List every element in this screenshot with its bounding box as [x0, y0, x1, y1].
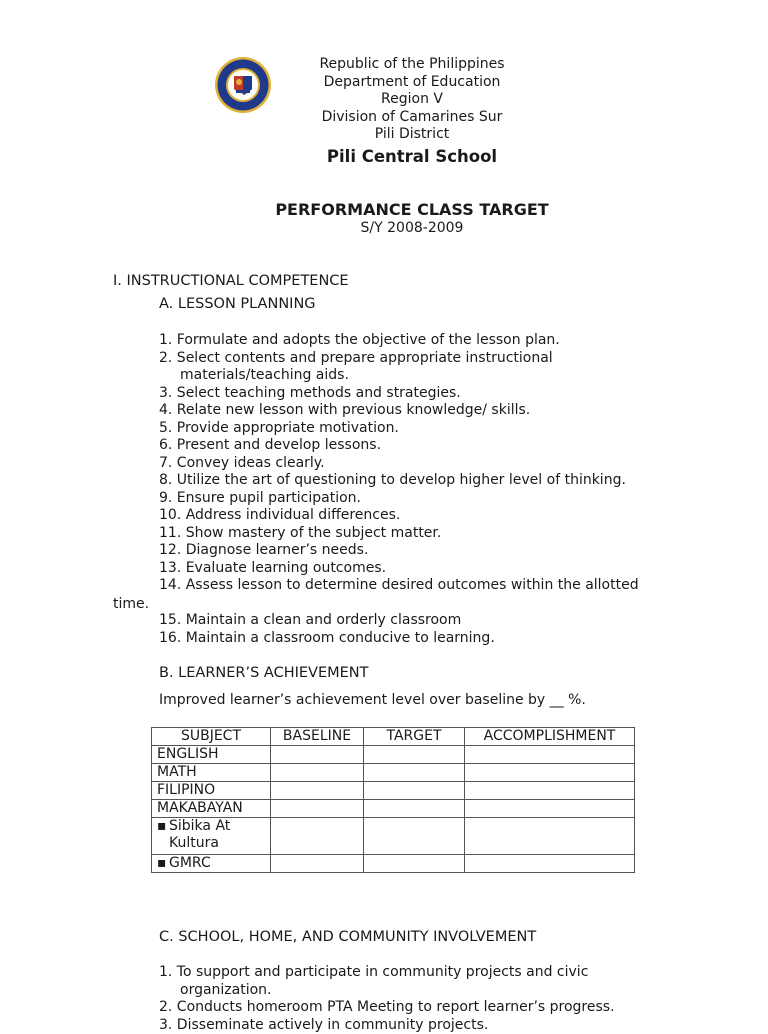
baseline-cell[interactable]: [271, 800, 364, 818]
list-item: 1. Formulate and adopts the objective of the lesson plan.: [159, 332, 639, 350]
document-title-text: PERFORMANCE CLASS TARGET: [275, 200, 548, 219]
header-line: Division of Camarines Sur: [262, 109, 562, 127]
header-line: Pili District: [262, 126, 562, 144]
subject-cell: [152, 818, 271, 855]
list-item: 14. Assess lesson to determine desired outcomes within the allotted: [159, 577, 639, 595]
lesson-planning-list: [159, 332, 639, 647]
accomplishment-cell[interactable]: [465, 800, 635, 818]
baseline-cell[interactable]: [271, 746, 364, 764]
accomplishment-cell[interactable]: [465, 782, 635, 800]
accomplishment-cell[interactable]: [465, 855, 635, 873]
list-item: 3. Disseminate actively in community projects.: [159, 1017, 615, 1034]
target-cell[interactable]: [364, 782, 465, 800]
baseline-cell[interactable]: [271, 764, 364, 782]
section-heading: I. INSTRUCTIONAL COMPETENCE: [113, 273, 349, 289]
school-name: Pili Central School: [262, 147, 562, 167]
target-cell[interactable]: [364, 818, 465, 855]
table-row: [152, 800, 635, 818]
header-line: Department of Education: [262, 74, 562, 92]
subsection-heading: B. LEARNER’S ACHIEVEMENT: [159, 665, 369, 681]
school-year: [0, 220, 768, 236]
bullet-icon: ▪: [157, 818, 169, 835]
target-cell[interactable]: [364, 855, 465, 873]
column-header: TARGET: [364, 728, 465, 746]
subject-cell: ENGLISH: [152, 746, 271, 764]
table-row: [152, 782, 635, 800]
accomplishment-cell[interactable]: [465, 764, 635, 782]
list-item-continuation: time.: [113, 596, 149, 612]
list-item: 4. Relate new lesson with previous knowledge/ skills.: [159, 402, 639, 420]
list-item: 5. Provide appropriate motivation.: [159, 420, 639, 438]
subject-text: Sibika At: [169, 818, 230, 834]
target-cell[interactable]: [364, 746, 465, 764]
list-item: 6. Present and develop lessons.: [159, 437, 639, 455]
table-row: [152, 855, 635, 873]
target-cell[interactable]: [364, 800, 465, 818]
subject-text: Kultura: [157, 835, 219, 851]
subsection-heading: A. LESSON PLANNING: [159, 296, 316, 312]
accomplishment-cell[interactable]: [465, 818, 635, 855]
subsection-heading: C. SCHOOL, HOME, AND COMMUNITY INVOLVEMENT: [159, 929, 536, 945]
list-item: 15. Maintain a clean and orderly classroom: [159, 612, 639, 630]
letterhead: [262, 56, 562, 167]
list-item: 11. Show mastery of the subject matter.: [159, 525, 639, 543]
list-item: 7. Convey ideas clearly.: [159, 455, 639, 473]
table-header-row: [152, 728, 635, 746]
list-item: 9. Ensure pupil participation.: [159, 490, 639, 508]
list-item: 2. Conducts homeroom PTA Meeting to report learner’s progress.: [159, 999, 615, 1017]
list-item: 12. Diagnose learner’s needs.: [159, 542, 639, 560]
list-item: 2. Select contents and prepare appropriate instructional: [159, 350, 639, 368]
document-title: [0, 200, 768, 219]
table-row: [152, 764, 635, 782]
subject-cell: [152, 855, 271, 873]
header-line: Region V: [262, 91, 562, 109]
baseline-cell[interactable]: [271, 782, 364, 800]
table-row: [152, 818, 635, 855]
column-header: ACCOMPLISHMENT: [465, 728, 635, 746]
school-year-text: S/Y 2008-2009: [361, 220, 464, 236]
column-header: SUBJECT: [152, 728, 271, 746]
subject-cell: FILIPINO: [152, 782, 271, 800]
subject-text: GMRC: [169, 855, 211, 871]
list-item: 10. Address individual differences.: [159, 507, 639, 525]
achievement-table: [151, 727, 635, 873]
subject-cell: MATH: [152, 764, 271, 782]
accomplishment-cell[interactable]: [465, 746, 635, 764]
improvement-statement: Improved learner’s achievement level over baseline by __ %.: [159, 692, 586, 708]
column-header: BASELINE: [271, 728, 364, 746]
list-item: 16. Maintain a classroom conducive to learning.: [159, 630, 639, 648]
target-cell[interactable]: [364, 764, 465, 782]
list-item: 13. Evaluate learning outcomes.: [159, 560, 639, 578]
list-item: 8. Utilize the art of questioning to develop higher level of thinking.: [159, 472, 639, 490]
baseline-cell[interactable]: [271, 855, 364, 873]
list-item-continuation: organization.: [159, 982, 615, 1000]
bullet-icon: ▪: [157, 855, 169, 872]
table-row: [152, 746, 635, 764]
list-item: 1. To support and participate in community projects and civic: [159, 964, 615, 982]
baseline-cell[interactable]: [271, 818, 364, 855]
header-line: Republic of the Philippines: [262, 56, 562, 74]
subject-cell: MAKABAYAN: [152, 800, 271, 818]
list-item: 3. Select teaching methods and strategies.: [159, 385, 639, 403]
list-item-continuation: materials/teaching aids.: [159, 367, 639, 385]
